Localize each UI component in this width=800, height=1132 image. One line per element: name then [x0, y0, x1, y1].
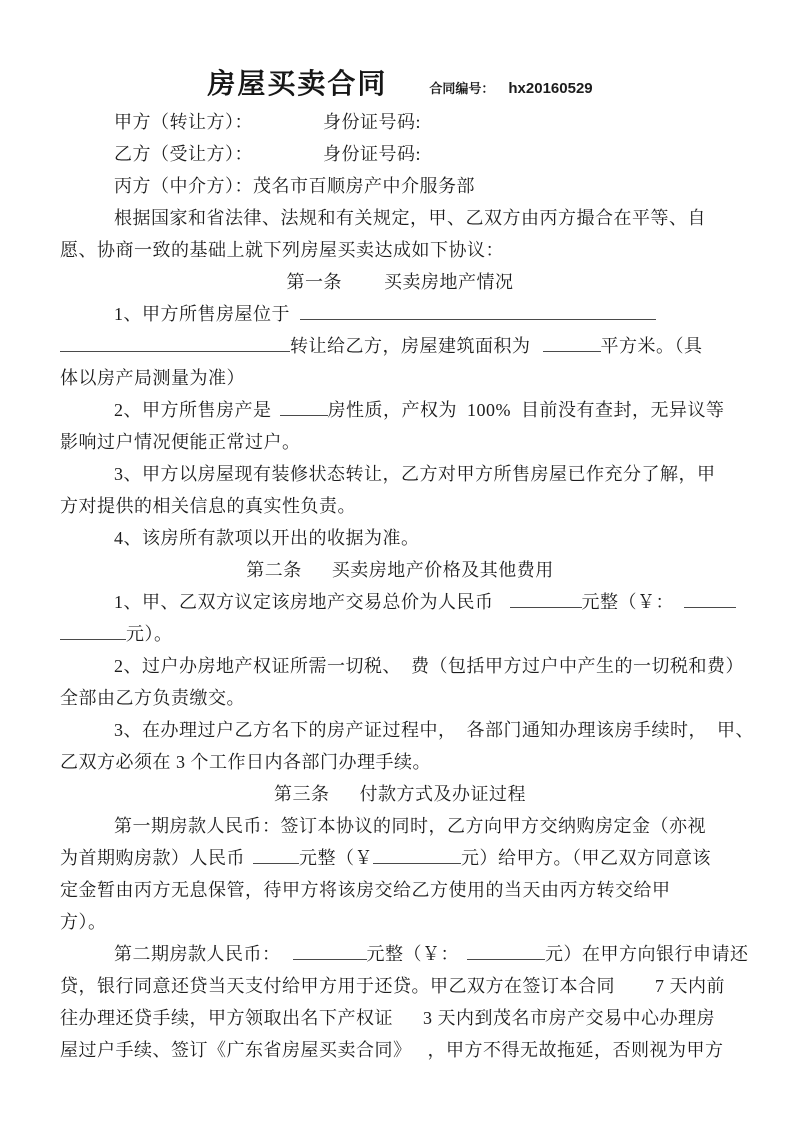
spacer — [281, 959, 293, 960]
spacer — [302, 575, 332, 576]
text-run: 体以房产局测量为准） — [60, 368, 245, 388]
spacer — [531, 351, 543, 352]
spacer — [272, 415, 280, 416]
clause-line — [60, 522, 740, 554]
blank-field — [60, 333, 290, 352]
text-run: 2、过户办房地产权证所需一切税、 费（包括甲方过户中产生的一切税和费） — [114, 656, 744, 676]
clause-line — [60, 874, 740, 906]
clause-line — [60, 810, 740, 842]
text-run: 转让给乙方，房屋建筑面积为 — [290, 336, 531, 356]
text-run: 2、甲方所售房产是 — [114, 400, 272, 420]
spacer — [393, 1023, 423, 1024]
spacer — [342, 287, 384, 288]
clause-line — [60, 1002, 740, 1034]
document-body — [60, 106, 754, 1066]
text-run: 7 天内前 — [655, 976, 725, 996]
text-run: 丙方（中介方）：茂名市百顺房产中介服务部 — [114, 176, 475, 196]
text-run: 定金暂由丙方无息保管，待甲方将该房交给乙方使用的当天由丙方转交给甲 — [60, 880, 671, 900]
blank-field — [373, 845, 461, 864]
clause-line — [60, 586, 740, 618]
text-run: 乙方（受让方）： — [114, 144, 253, 164]
text-run: 方对提供的相关信息的真实性负责。 — [60, 496, 356, 516]
text-run: 身份证号码: — [323, 144, 422, 164]
clause-line — [60, 330, 740, 362]
text-run: 付款方式及办证过程 — [359, 784, 526, 804]
text-run: 3 天内到茂名市房产交易中心办理房 — [423, 1008, 715, 1028]
blank-field — [510, 589, 582, 608]
text-run: 身份证号码: — [323, 112, 422, 132]
clause-line — [60, 746, 740, 778]
blank-field — [467, 941, 545, 960]
section-2-heading — [60, 554, 740, 586]
clause-line — [60, 938, 749, 970]
text-run: 屋过户手续、签订《广东省房屋买卖合同》 — [60, 1040, 412, 1060]
clause-line — [60, 426, 740, 458]
blank-field — [253, 845, 299, 864]
party-a-line — [60, 106, 740, 138]
preamble-line — [60, 202, 740, 234]
party-c-line — [60, 170, 740, 202]
blank-field — [60, 621, 126, 640]
spacer — [253, 159, 323, 160]
text-run: 房性质，产权为 100% 目前没有查封，无异议等 — [327, 400, 725, 420]
clause-line — [60, 906, 740, 938]
text-run: 买卖房地产价格及其他费用 — [331, 560, 554, 580]
clause-line — [60, 650, 744, 682]
text-run: 元）在甲方向银行申请还 — [545, 944, 749, 964]
page-title: 房屋买卖合同 — [207, 69, 388, 100]
blank-field — [684, 589, 736, 608]
text-run: 3、在办理过户乙方名下的房产证过程中， 各部门通知办理该房手续时， 甲、 — [114, 720, 754, 740]
text-run: 甲方（转让方）： — [114, 112, 253, 132]
clause-line — [60, 714, 754, 746]
text-run: 元）给甲方。（甲乙双方同意该 — [461, 848, 711, 868]
blank-field — [280, 397, 328, 416]
spacer — [615, 991, 655, 992]
text-run: 为首期购房款）人民币 — [60, 848, 245, 868]
text-run: 第二期房款人民币： — [114, 944, 281, 964]
text-run: 元整（￥ — [299, 848, 373, 868]
blank-field — [543, 333, 601, 352]
text-run: 第三条 — [274, 784, 330, 804]
text-run: 愿、协商一致的基础上就下列房屋买卖达成如下协议： — [60, 240, 504, 260]
text-run: 买卖房地产情况 — [384, 272, 514, 292]
section-3-heading — [60, 778, 740, 810]
text-run: 根据国家和省法律、法规和有关规定，甲、乙双方由丙方撮合在平等、自 — [114, 208, 706, 228]
clause-line — [60, 458, 740, 490]
spacer — [330, 799, 360, 800]
text-run: 1、甲、乙双方议定该房地产交易总价为人民币 — [114, 592, 494, 612]
document-header — [0, 0, 800, 102]
text-run: 1、甲方所售房屋位于 — [114, 304, 290, 324]
spacer — [494, 607, 510, 608]
text-run: 贷，银行同意还贷当天支付给甲方用于还贷。甲乙双方在签订本合同 — [60, 976, 615, 996]
text-run: 元整（￥： — [581, 592, 674, 612]
clause-line — [60, 490, 740, 522]
text-run: ，甲方不得无故拖延，否则视为甲方 — [427, 1040, 724, 1060]
clause-line — [60, 618, 740, 650]
text-run: 方）。 — [60, 912, 107, 932]
text-run: 影响过户情况便能正常过户。 — [60, 432, 301, 452]
clause-line — [60, 362, 740, 394]
section-1-heading — [60, 266, 740, 298]
text-run: 往办理还贷手续，甲方领取出名下产权证 — [60, 1008, 393, 1028]
text-run: 3、甲方以房屋现有装修状态转让，乙方对甲方所售房屋已作充分了解，甲 — [114, 464, 716, 484]
spacer — [412, 1055, 428, 1056]
clause-line — [60, 1034, 740, 1066]
clause-line — [60, 970, 740, 1002]
text-run: 第一条 — [286, 272, 342, 292]
clause-line — [60, 394, 740, 426]
clause-line — [60, 298, 740, 330]
spacer — [674, 607, 684, 608]
text-run: 平方米。（具 — [600, 336, 703, 356]
text-run: 4、该房所有款项以开出的收据为准。 — [114, 528, 420, 548]
preamble-line — [60, 234, 740, 266]
clause-line — [60, 842, 740, 874]
blank-field — [300, 301, 656, 320]
party-b-line — [60, 138, 740, 170]
spacer — [290, 319, 300, 320]
text-run: 第二条 — [246, 560, 302, 580]
text-run: 全部由乙方负责缴交。 — [60, 688, 245, 708]
contract-no-value: hx20160529 — [508, 80, 593, 97]
spacer — [245, 863, 253, 864]
text-run: 乙双方必须在 3 个工作日内各部门办理手续。 — [60, 752, 431, 772]
text-run: 元整（￥： — [366, 944, 459, 964]
text-run: 元）。 — [126, 624, 173, 644]
contract-no-label: 合同编号： — [429, 81, 495, 96]
text-run: 第一期房款人民币：签订本协议的同时，乙方向甲方交纳购房定金（亦视 — [114, 816, 706, 836]
blank-field — [293, 941, 367, 960]
spacer — [253, 127, 323, 128]
clause-line — [60, 682, 740, 714]
spacer — [459, 959, 467, 960]
